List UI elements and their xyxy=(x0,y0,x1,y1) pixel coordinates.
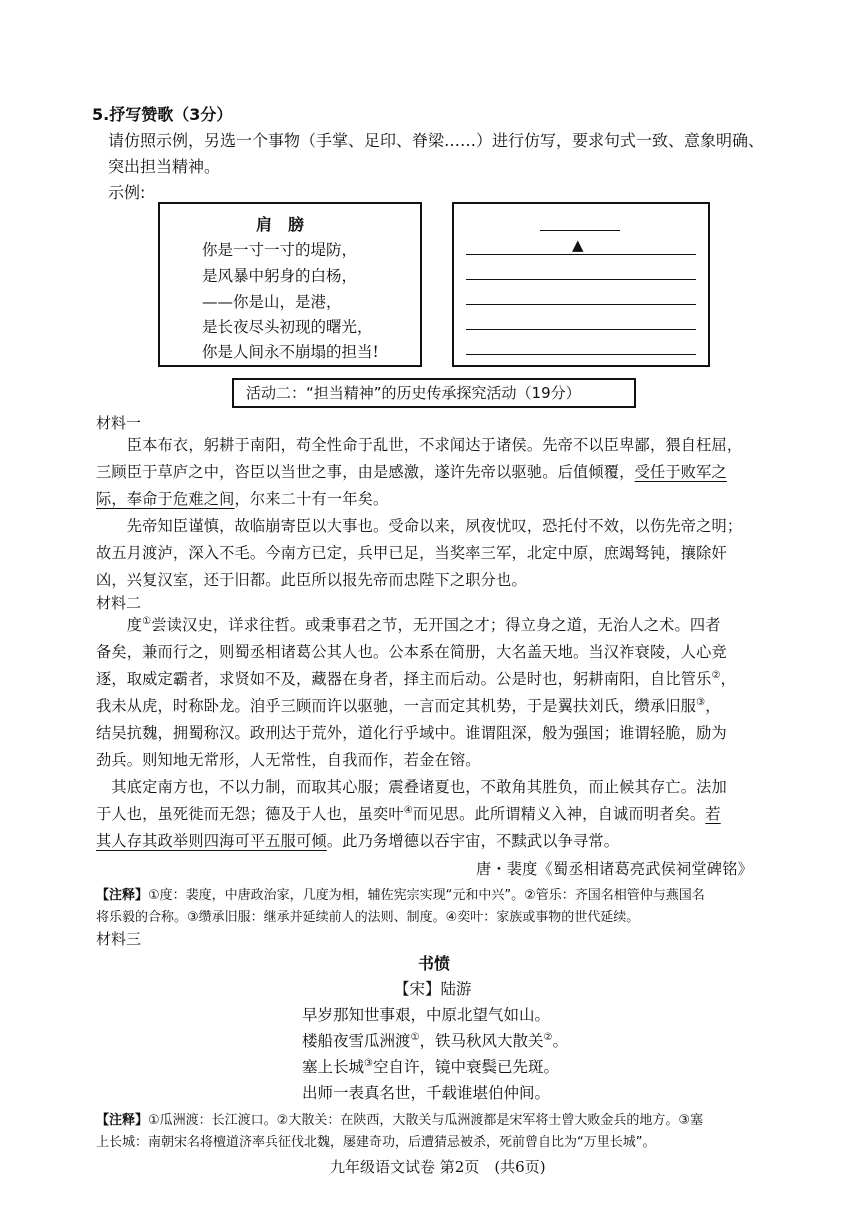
material-2-source: 唐・裴度《蜀丞相诸葛亮武侯祠堂碑铭》 xyxy=(476,860,753,878)
material-2-note-2: 将乐毅的合称。③缵承旧服：继承并延续前人的法则、制度。④奕叶：家族或事物的世代延续。 xyxy=(96,910,640,925)
answer-box xyxy=(452,202,710,367)
material-2-label: 材料二 xyxy=(96,594,142,612)
material-3-note-2: 上长城：南朝宋名将檀道济率兵征伐北魏，屡建奇功，后遭猜忌被杀，死前曾自比为“万里长城”。 xyxy=(96,1135,656,1150)
poem-line: 塞上长城③空自许，镜中衰鬓已先斑。 xyxy=(302,1057,559,1076)
question-5-instruction-2: 突出担当精神。 xyxy=(108,157,221,176)
example-poem-line: 是风暴中躬身的白杨， xyxy=(202,267,358,285)
example-poem-line: 是长夜尽头初现的曙光， xyxy=(202,318,373,336)
material-3-label: 材料三 xyxy=(96,930,142,948)
poem-line: 楼船夜雪瓜洲渡①，铁马秋风大散关②。 xyxy=(302,1031,568,1050)
poem-author: 【宋】陆游 xyxy=(394,980,472,998)
material-2-note-1: 【注释】①度：裴度，中唐政治家，几度为相，辅佐宪宗实现“元和中兴”。②管乐：齐国名相管仲与燕国名 xyxy=(96,888,705,903)
underlined-sentence: 其人存其政举则四海可平五服可倾 xyxy=(96,832,327,850)
answer-line[interactable] xyxy=(466,254,696,255)
underlined-sentence: 若 xyxy=(705,805,721,823)
material-1-line: 三顾臣于草庐之中，咨臣以当世之事，由是感激，遂许先帝以驱驰。后值倾覆，受任于败军之 xyxy=(96,463,727,481)
answer-line[interactable] xyxy=(466,329,696,330)
poem-line: 出师一表真名世，千载谁堪伯仲间。 xyxy=(302,1084,551,1102)
material-1-label: 材料一 xyxy=(96,414,142,432)
page-footer: 九年级语文试卷 第2页 (共6页) xyxy=(330,1158,546,1176)
material-3-note-1: 【注释】①瓜洲渡：长江渡口。②大散关：在陕西，大散关与瓜洲渡都是宋军将士曾大败金兵的地方。③塞 xyxy=(96,1113,703,1128)
example-poem-line: ——你是山，是港， xyxy=(202,293,342,311)
poem-line: 早岁那知世事艰，中原北望气如山。 xyxy=(302,1006,551,1024)
material-2-line: 结吴抗魏，拥蜀称汉。政刑达于荒外，道化行乎域中。谁谓阻深，般为强国；谁谓轻脆，励为 xyxy=(96,724,727,742)
question-5-instruction-1: 请仿照示例，另选一个事物（手掌、足印、脊梁……）进行仿写，要求句式一致、意象明确、 xyxy=(108,131,765,150)
activity-2-title: 活动二：“担当精神”的历史传承探究活动（19分） xyxy=(232,378,636,408)
triangle-marker-icon: ▲ xyxy=(572,236,584,254)
answer-line[interactable] xyxy=(466,354,696,355)
material-2-line: 其人存其政举则四海可平五服可倾。此乃务增德以吞宇宙，不黩武以争寻常。 xyxy=(96,832,620,850)
material-2-line: 逐，取威定霸者，求贤如不及，藏器在身者，择主而后动。公是时也，躬耕南阳，自比管乐②， xyxy=(96,669,737,688)
answer-line[interactable] xyxy=(466,279,696,280)
material-1-line: 际，奉命于危难之间，尔来二十有一年矣。 xyxy=(96,490,389,508)
example-poem-line: 你是一寸一寸的堤防， xyxy=(202,241,358,259)
material-1-line: 故五月渡泸，深入不毛。今南方已定，兵甲已足，当奖率三军，北定中原，庶竭驽钝，攘除奸 xyxy=(96,544,727,562)
underlined-sentence: 际，奉命于危难之间 xyxy=(96,490,235,508)
answer-line[interactable] xyxy=(466,304,696,305)
material-2-line: 其底定南方也，不以力制，而取其心服；震叠诸夏也，不敢角其胜负，而止候其存亡。法加 xyxy=(96,778,727,796)
example-poem-box xyxy=(158,202,422,367)
material-2-line: 备矣，兼而行之，则蜀丞相诸葛公其人也。公本系在简册，大名盖天地。当汉祚衰陵，人心竞 xyxy=(96,643,727,661)
question-5-title: 5.抒写赞歌（3分） xyxy=(92,105,233,124)
example-poem-line: 你是人间永不崩塌的担当! xyxy=(202,343,379,361)
underlined-sentence: 受任于败军之 xyxy=(634,463,727,481)
material-1-line: 凶，兴复汉室，还于旧都。此臣所以报先帝而忠陛下之职分也。 xyxy=(96,571,527,589)
material-2-line: 劲兵。则知地无常形，人无常性，自我而作，若金在镕。 xyxy=(96,751,481,769)
poem-title: 书愤 xyxy=(418,954,451,973)
material-2-line: 我未从虎，时称卧龙。洎乎三顾而许以驱驰，一言而定其机势，于是翼扶刘氏，缵承旧服③， xyxy=(96,696,721,715)
example-poem-title: 肩 膀 xyxy=(256,215,305,234)
material-1-line: 臣本布衣，躬耕于南阳，苟全性命于乱世，不求闻达于诸侯。先帝不以臣卑鄙，猥自枉屈， xyxy=(96,436,743,454)
answer-title-line[interactable] xyxy=(540,230,620,231)
example-label: 示例: xyxy=(108,183,146,202)
material-1-line: 先帝知臣谨慎，故临崩寄臣以大事也。受命以来，夙夜忧叹，恐托付不效，以伤先帝之明； xyxy=(96,517,743,535)
material-2-line: 于人也，虽死徙而无怨；德及于人也，虽奕叶④而见思。此所谓精义入神，自诚而明者矣。若 xyxy=(96,804,721,823)
material-2-line: 度①尝读汉史，详求往哲。或秉事君之节，无开国之才；得立身之道，无治人之术。四者 xyxy=(96,615,721,634)
